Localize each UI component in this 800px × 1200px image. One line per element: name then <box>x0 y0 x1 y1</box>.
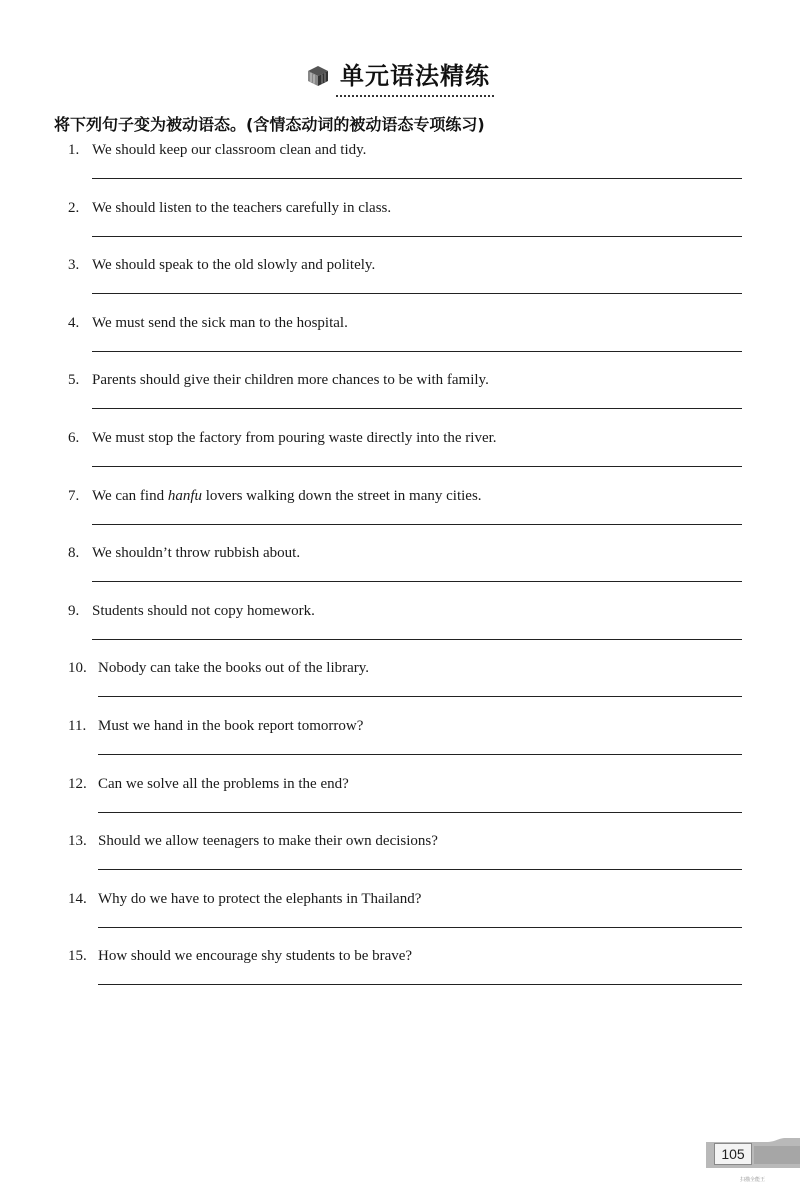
question-text <box>92 315 348 332</box>
answer-line[interactable] <box>98 984 742 985</box>
question-item <box>68 660 748 718</box>
question-item <box>68 315 748 373</box>
answer-line[interactable] <box>92 639 742 640</box>
section-title-block <box>306 56 494 97</box>
page-title: 单元语法精练 <box>340 62 490 90</box>
question-number: 10. <box>68 660 87 677</box>
question-item <box>68 257 748 315</box>
question-item <box>68 718 748 776</box>
question-text-part: We should listen to the teachers carefully in class. <box>92 199 392 216</box>
question-text-part: Why do we have to protect the elephants in Thailand? <box>98 890 422 907</box>
question-text <box>98 948 412 965</box>
question-item <box>68 488 748 546</box>
question-text <box>92 142 366 159</box>
question-text <box>98 833 438 850</box>
question-text-part: Should we allow teenagers to make their own decisions? <box>98 833 438 850</box>
question-item <box>68 200 748 258</box>
question-text-part: We shouldn’t throw rubbish about. <box>92 545 301 562</box>
answer-line[interactable] <box>92 466 742 467</box>
answer-line[interactable] <box>92 581 742 582</box>
question-text <box>92 488 482 505</box>
question-item <box>68 545 748 603</box>
answer-line[interactable] <box>98 696 742 697</box>
section-header <box>0 56 800 97</box>
question-item <box>68 372 748 430</box>
question-item <box>68 776 748 834</box>
question-text-part: Parents should give their children more chances to be with family. <box>92 372 489 389</box>
exercise-instruction: 将下列句子变为被动语态。(含情态动词的被动语态专项练习) <box>54 115 485 134</box>
question-text-part: Students should not copy homework. <box>92 602 315 619</box>
question-text <box>98 776 349 793</box>
title-dotted-underline <box>336 95 494 97</box>
question-text-part: We should speak to the old slowly and politely. <box>92 257 376 274</box>
page-number: 105 <box>714 1143 752 1165</box>
question-text-part: Can we solve all the problems in the end? <box>98 775 349 792</box>
answer-line[interactable] <box>98 812 742 813</box>
answer-line[interactable] <box>92 293 742 294</box>
question-number: 6. <box>68 430 80 446</box>
question-number: 1. <box>68 142 80 158</box>
question-number: 9. <box>68 602 80 619</box>
question-item <box>68 603 748 661</box>
question-text-part: How should we encourage shy students to be brave? <box>98 948 413 965</box>
question-text <box>92 372 489 389</box>
question-item <box>68 430 748 488</box>
answer-line[interactable] <box>92 178 742 179</box>
question-text <box>92 603 315 620</box>
answer-line[interactable] <box>98 869 742 870</box>
question-item <box>68 142 748 200</box>
answer-line[interactable] <box>98 927 742 928</box>
cube-icon <box>306 64 330 88</box>
answer-line[interactable] <box>98 754 742 755</box>
question-text-italic: hanfu <box>167 487 203 504</box>
question-number: 14. <box>68 890 87 907</box>
question-number: 11. <box>68 718 87 734</box>
page-number-tab <box>706 1138 800 1168</box>
question-number: 4. <box>68 314 80 331</box>
question-text <box>98 660 369 677</box>
question-text-part: Must we hand in the book report tomorrow? <box>98 718 364 734</box>
question-number: 2. <box>68 199 80 216</box>
question-number: 7. <box>68 487 80 504</box>
question-text-part: We should keep our classroom clean and tidy. <box>92 142 367 158</box>
question-number: 12. <box>68 775 87 792</box>
question-text <box>92 430 497 447</box>
answer-line[interactable] <box>92 408 742 409</box>
question-text-part: Nobody can take the books out of the library. <box>98 660 370 677</box>
question-number: 8. <box>68 545 80 562</box>
question-text <box>92 257 375 274</box>
answer-line[interactable] <box>92 524 742 525</box>
question-number: 15. <box>68 948 87 965</box>
answer-line[interactable] <box>92 351 742 352</box>
question-number: 5. <box>68 372 80 389</box>
question-text-part: We can find <box>92 487 168 504</box>
question-text-part: We must send the sick man to the hospital. <box>92 314 348 331</box>
question-item <box>68 833 748 891</box>
question-item <box>68 891 748 949</box>
question-text <box>98 891 421 908</box>
question-text <box>92 545 300 562</box>
question-number: 3. <box>68 257 80 274</box>
question-text-part: We must stop the factory from pouring waste directly into the river. <box>92 430 497 446</box>
question-number: 13. <box>68 833 87 850</box>
question-item <box>68 948 748 1006</box>
answer-line[interactable] <box>92 236 742 237</box>
question-text <box>92 200 391 217</box>
question-text <box>98 718 363 735</box>
question-text-part: lovers walking down the street in many cities. <box>202 487 482 504</box>
scanner-watermark: 扫描全能王 <box>740 1177 766 1183</box>
